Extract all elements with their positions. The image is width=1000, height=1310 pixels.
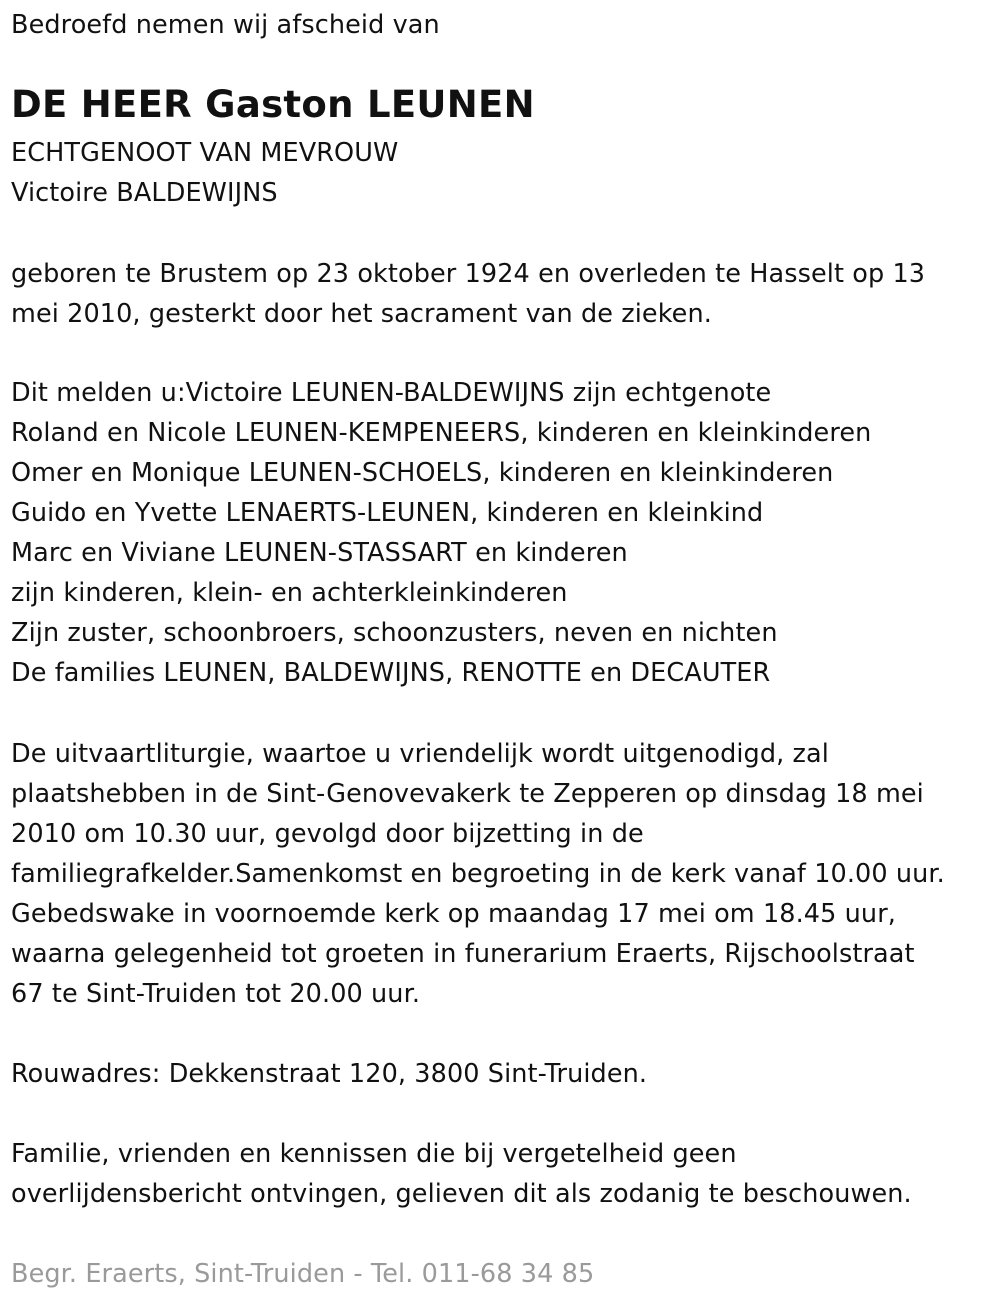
family-line-4: Guido en Yvette LENAERTS-LEUNEN, kinderen en kleinkind: [11, 498, 764, 528]
funeral-line-6: waarna gelegenheid tot groeten in funerarium Eraerts, Rijschoolstraat: [11, 939, 915, 969]
birth-death-line-1: geboren te Brustem op 23 oktober 1924 en overleden te Hasselt op 13: [11, 259, 926, 289]
spouse-line-1: ECHTGENOOT VAN MEVROUW: [11, 138, 399, 168]
mourning-address: Rouwadres: Dekkenstraat 120, 3800 Sint-Truiden.: [11, 1059, 648, 1089]
family-line-3: Omer en Monique LEUNEN-SCHOELS, kinderen en kleinkinderen: [11, 458, 834, 488]
family-line-1: Dit melden u:Victoire LEUNEN-BALDEWIJNS zijn echtgenote: [11, 378, 772, 408]
funeral-line-4: familiegrafkelder.Samenkomst en begroeting in de kerk vanaf 10.00 uur.: [11, 859, 945, 889]
family-line-7: Zijn zuster, schoonbroers, schoonzusters, neven en nichten: [11, 618, 778, 648]
notice-line-2: overlijdensbericht ontvingen, gelieven dit als zodanig te beschouwen.: [11, 1179, 912, 1209]
deceased-name: DE HEER Gaston LEUNEN: [11, 83, 535, 126]
funeral-line-1: De uitvaartliturgie, waartoe u vriendelijk wordt uitgenodigd, zal: [11, 739, 829, 769]
funeral-line-7: 67 te Sint-Truiden tot 20.00 uur.: [11, 979, 421, 1009]
funeral-line-5: Gebedswake in voornoemde kerk op maandag 17 mei om 18.45 uur,: [11, 899, 896, 929]
funeral-line-3: 2010 om 10.30 uur, gevolgd door bijzetting in de: [11, 819, 644, 849]
funeral-line-2: plaatshebben in de Sint-Genovevakerk te Zepperen op dinsdag 18 mei: [11, 779, 924, 809]
notice-line-1: Familie, vrienden en kennissen die bij vergetelheid geen: [11, 1139, 737, 1169]
funeral-home-footer: Begr. Eraerts, Sint-Truiden - Tel. 011-68 34 85: [11, 1259, 595, 1289]
family-line-6: zijn kinderen, klein- en achterkleinkinderen: [11, 578, 568, 608]
spouse-line-2: Victoire BALDEWIJNS: [11, 178, 278, 208]
family-line-5: Marc en Viviane LEUNEN-STASSART en kinderen: [11, 538, 628, 568]
family-line-8: De families LEUNEN, BALDEWIJNS, RENOTTE en DECAUTER: [11, 658, 771, 688]
family-line-2: Roland en Nicole LEUNEN-KEMPENEERS, kinderen en kleinkinderen: [11, 418, 872, 448]
intro-text: Bedroefd nemen wij afscheid van: [11, 10, 440, 40]
birth-death-line-2: mei 2010, gesterkt door het sacrament van de zieken.: [11, 299, 712, 329]
